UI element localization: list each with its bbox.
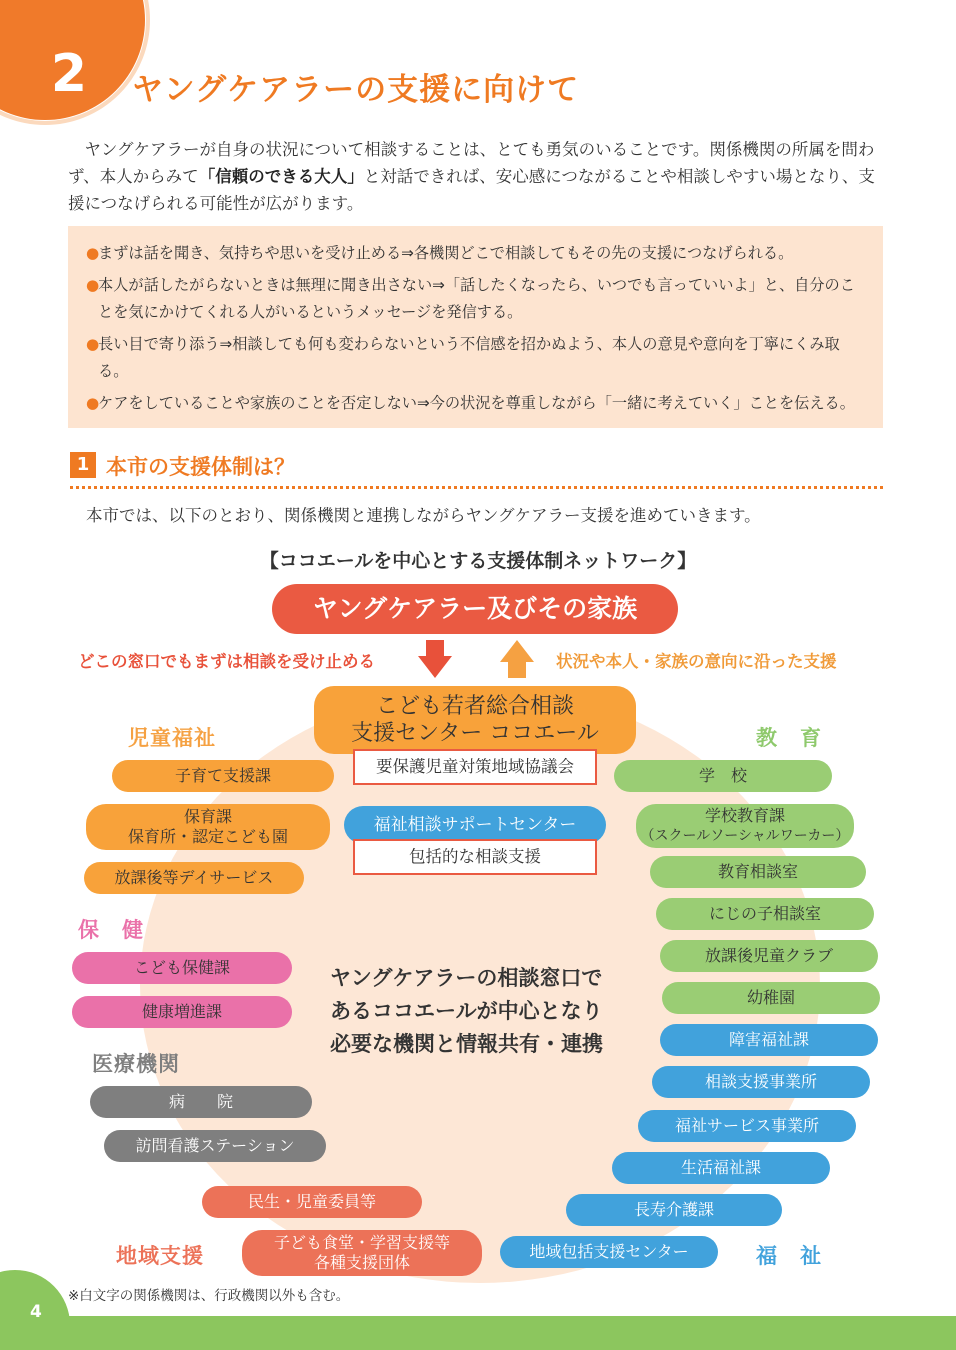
org-fukushi-service: 福祉サービス事業所 xyxy=(638,1110,856,1142)
subsection-title: 本市の支援体制は？ xyxy=(106,455,295,479)
org-youchien: 幼稚園 xyxy=(662,982,880,1014)
org-chiiki-houkatsu: 地域包括支援センター xyxy=(500,1236,718,1268)
section-number: 2 xyxy=(50,44,88,104)
left-arrow-caption: どこの窓口でもまずは相談を受け止める xyxy=(78,652,375,671)
bullet-icon: ● xyxy=(86,276,100,294)
bullet-icon: ● xyxy=(86,244,100,262)
tip-item: ● まずは話を聞き、気持ちや思いを受け止める⇒各機関どこで相談してもその先の支援につなげられる。 xyxy=(86,240,869,267)
footnote: ※白文字の関係機関は、行政機関以外も含む。 xyxy=(68,1288,350,1304)
footer-bar xyxy=(0,1316,956,1350)
intro-text-2: と対話できれば、安心感につながることや相談しやすい場となり、支援につなげられる可能性が広がります。 xyxy=(68,167,875,213)
page-number: 4 xyxy=(30,1302,42,1322)
tip-item: ● 本人が話したがらないときは無理に聞き出さない⇒「話したくなったら、いつでも言っていいよ」と、自分のことを気にかけてくれる人がいるというメッセージを発信する。 xyxy=(86,272,869,326)
center-title-line2: 支援センター ココエール xyxy=(351,721,599,746)
subsection-number: 1 xyxy=(70,452,96,478)
org-kenko-zoshin: 健康増進課 xyxy=(72,996,292,1028)
org-kyoiku-soudan: 教育相談室 xyxy=(650,856,866,888)
category-welfare: 福 祉 xyxy=(756,1244,822,1268)
category-education: 教 育 xyxy=(756,726,822,750)
subsection-text: 本市では、以下のとおり、関係機関と連携しながらヤングケアラー支援を進めていきます。 xyxy=(86,506,761,525)
arrow-up-icon xyxy=(500,640,534,678)
org-kodomo-hoken: こども保健課 xyxy=(72,952,292,984)
center-kokoyell-box xyxy=(314,686,636,754)
tips-box xyxy=(68,226,883,428)
org-minsei: 民生・児童委員等 xyxy=(202,1186,422,1218)
intro-bold: 「信頼のできる大人」 xyxy=(198,167,364,186)
category-child-welfare: 児童福祉 xyxy=(128,726,216,750)
arrow-down-icon xyxy=(418,640,452,678)
welfare-support-center: 福祉相談サポートセンター xyxy=(344,806,606,844)
bullet-icon: ● xyxy=(86,394,100,412)
org-hospital: 病 院 xyxy=(90,1086,312,1118)
category-medical: 医療機関 xyxy=(92,1052,180,1076)
network-title: 【ココエールを中心とする支援体制ネットワーク】 xyxy=(259,550,697,572)
org-houmon-kango: 訪問看護ステーション xyxy=(104,1130,326,1162)
org-gakko-kyoiku: 学校教育課 （スクールソーシャルワーカー） xyxy=(636,804,854,848)
right-arrow-caption: 状況や本人・家族の意向に沿った支援 xyxy=(556,652,837,671)
org-houkago-day: 放課後等デイサービス xyxy=(84,862,304,894)
center-message: ヤングケアラーの相談窓口で あるココエールが中心となり 必要な機関と情報共有・連携 xyxy=(330,966,603,1056)
org-shogai-fukushi: 障害福祉課 xyxy=(660,1024,878,1056)
section-title: ヤングケアラーの支援に向けて xyxy=(132,72,580,108)
org-houkago-club: 放課後児童クラブ xyxy=(660,940,878,972)
family-banner: ヤングケアラー及びその家族 xyxy=(272,584,678,634)
org-choju-kaigo: 長寿介護課 xyxy=(566,1194,782,1226)
category-community: 地域支援 xyxy=(116,1244,204,1268)
bullet-icon: ● xyxy=(86,335,100,353)
category-health: 保 健 xyxy=(78,918,144,942)
org-seikatsu-fukushi: 生活福祉課 xyxy=(612,1152,830,1184)
org-kodomo-shokudo: 子ども食堂・学習支援等 各種支援団体 xyxy=(242,1230,482,1276)
org-soudan-shien: 相談支援事業所 xyxy=(652,1066,870,1098)
tip-item: ● ケアをしていることや家族のことを否定しない⇒今の状況を尊重しながら「一緒に考えていく」ことを伝える。 xyxy=(86,390,869,417)
center-sub-council: 要保護児童対策地域協議会 xyxy=(353,749,597,785)
org-gakko: 学 校 xyxy=(614,760,832,792)
center-title-line1: こども若者総合相談 xyxy=(375,694,574,719)
org-hoiku: 保育課 保育所・認定こども園 xyxy=(86,804,330,850)
org-kosodate: 子育て支援課 xyxy=(112,760,334,792)
dotted-divider xyxy=(70,486,883,489)
tip-item: ● 長い目で寄り添う⇒相談しても何も変わらないという不信感を招かぬよう、本人の意見や意向を丁寧にくみ取る。 xyxy=(86,331,869,385)
intro-paragraph xyxy=(68,136,888,217)
center-sub-comprehensive: 包括的な相談支援 xyxy=(353,839,597,875)
intro-text-1: ヤングケアラーが自身の状況について相談することは、とても勇気のいることです。関係機関の所属を問わず、本人からみて xyxy=(68,140,875,186)
org-niji: にじの子相談室 xyxy=(656,898,874,930)
